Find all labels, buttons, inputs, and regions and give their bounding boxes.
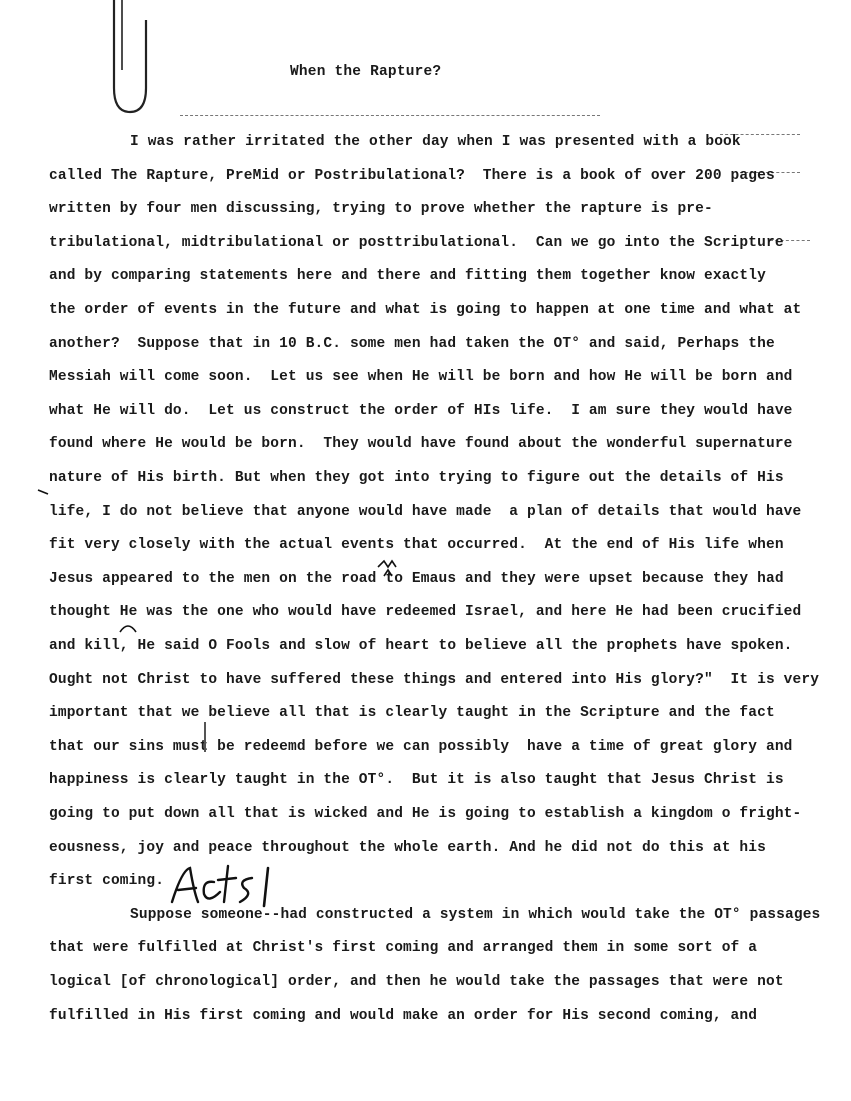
text-line: what He will do. Let us construct the order of HIs life. I am sure they would have xyxy=(49,402,793,419)
text-line: going to put down all that is wicked and He is going to establish a kingdom o fright- xyxy=(49,806,802,822)
text-line: fulfilled in His first coming and would make an order for His second coming, and xyxy=(49,1007,758,1024)
text-line: tribulational, midtribulational or posttribulational. Can we go into the Scripture xyxy=(49,234,784,251)
document-title: When the Rapture? xyxy=(290,64,442,80)
text-line: Ought not Christ to have suffered these things and entered into His glory?" It is very xyxy=(49,671,820,688)
text-line: eousness, joy and peace throughout the whole earth. And he did not do this at his xyxy=(49,839,766,856)
text-line: found where He would be born. They would have found about the wonderful supernature xyxy=(49,436,793,453)
text-line: important that we believe all that is clearly taught in the Scripture and the fact xyxy=(49,705,775,722)
text-line: Suppose someone--had constructed a system in which would take the OT° passages xyxy=(130,906,821,923)
text-line: first coming. xyxy=(49,873,165,890)
text-line: the order of events in the future and what is going to happen at one time and what at xyxy=(49,302,802,318)
text-line: nature of His birth. But when they got into trying to figure out the details of His xyxy=(49,470,784,486)
text-line: logical [of chronological] order, and then he would take the passages that were not xyxy=(49,974,784,990)
text-line: that our sins must be redeemd before we can possibly have a time of great glory and xyxy=(49,738,793,755)
text-line: written by four men discussing, trying to prove whether the rapture is pre- xyxy=(49,201,713,218)
text-line: Messiah will come soon. Let us see when He will be born and how He will be born and xyxy=(49,369,793,386)
text-line: I was rather irritated the other day when I was presented with a book xyxy=(130,134,741,150)
text-line: Jesus appeared to the men on the road to Emaus and they were upset because they had xyxy=(49,570,784,587)
text-line: life, I do not believe that anyone would have made a plan of details that would have xyxy=(49,503,802,520)
text-line: called The Rapture, PreMid or Postribulational? There is a book of over 200 pages xyxy=(49,167,775,184)
text-line: and by comparing statements here and there and fitting them together know exactly xyxy=(49,268,766,285)
text-line: thought He was the one who would have redeemed Israel, and here He had been crucified xyxy=(49,604,802,621)
text-line: happiness is clearly taught in the OT°. But it is also taught that Jesus Christ is xyxy=(49,772,784,789)
text-line: and kill, He said O Fools and slow of heart to believe all the prophets have spoken. xyxy=(49,638,793,654)
text-line: that were fulfilled at Christ's first coming and arranged them in some sort of a xyxy=(49,940,758,957)
text-line: fit very closely with the actual events that occurred. At the end of His life when xyxy=(49,537,784,554)
text-line: another? Suppose that in 10 B.C. some men had taken the OT° and said, Perhaps the xyxy=(49,335,775,352)
